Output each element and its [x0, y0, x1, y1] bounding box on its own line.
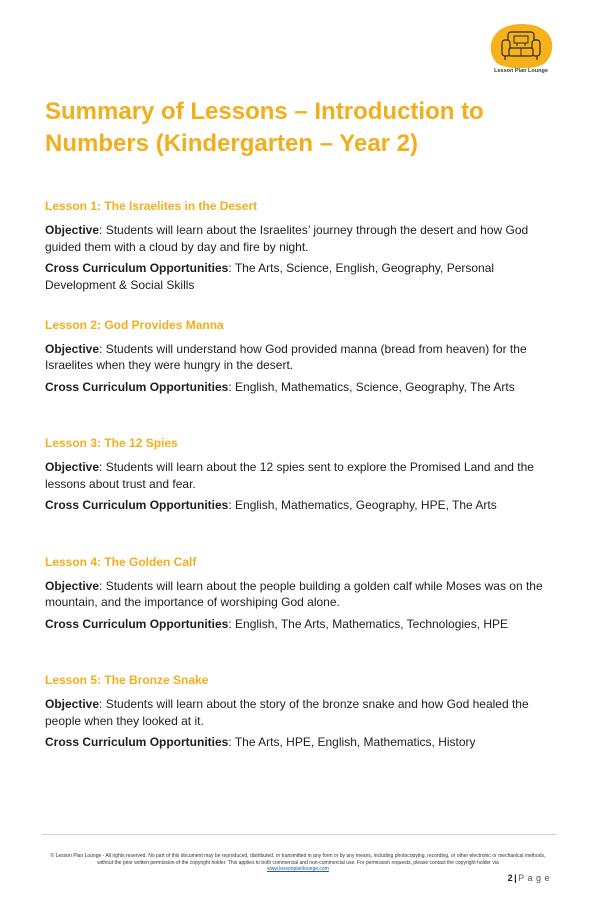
cross-curriculum-text: English, The Arts, Mathematics, Technologies, HPE — [235, 616, 509, 631]
lesson-title: Lesson 5: The Bronze Snake — [45, 673, 209, 687]
lesson-cross-curriculum: Cross Curriculum Opportunities: The Arts, HPE, English, Mathematics, History — [45, 735, 476, 749]
objective-text: Students will learn about the 12 spies sent to explore the Promised Land and the lessons about trust and fear. — [45, 460, 534, 491]
lesson-objective: Objective: Students will learn about the 12 spies sent to explore the Promised Land and the lessons about trust and fear. — [45, 460, 534, 491]
cross-curriculum-label: Cross Curriculum Opportunities — [45, 735, 229, 749]
cross-curriculum-label: Cross Curriculum Opportunities — [45, 498, 229, 512]
lesson-title: Lesson 3: The 12 Spies — [45, 436, 178, 450]
cross-curriculum-text: English, Mathematics, Geography, HPE, The Arts — [235, 498, 497, 512]
lesson-title: Lesson 1: The Israelites in the Desert — [45, 199, 258, 213]
page-number — [508, 873, 550, 883]
cross-curriculum-text: The Arts, HPE, English, Mathematics, History — [234, 735, 476, 749]
lesson-list — [45, 198, 555, 791]
objective-label: Objective — [45, 341, 100, 356]
cross-curriculum-label: Cross Curriculum Opportunities — [45, 616, 229, 631]
copyright-text: © Lesson Plan Lounge - All rights reserved. No part of this document may be reproduced, distributed, or transmitted in any form or by any means, including photocopying, recording, or other electronic or mechanical methods, without the prior written permission of the copyright holder. This applies to both commercial and non-commercial use. For permission requests, please contact the copyright holder via — [50, 853, 546, 866]
objective-text: Students will understand how God provided manna (bread from heaven) for the Israelites when they were hungry in the desert. — [45, 341, 527, 372]
lesson-item — [45, 198, 555, 317]
lesson-objective: Objective: Students will learn about the people building a golden calf while Moses was on the mountain, and the importance of worshiping God alone. — [45, 578, 543, 609]
logo-text: Lesson Plan Lounge — [494, 68, 548, 74]
objective-label: Objective — [45, 460, 100, 474]
lesson-objective: Objective: Students will learn about the story of the bronze snake and how God healed the people when they looked at it. — [45, 697, 529, 728]
footer-divider — [42, 834, 556, 835]
sofa-logo-icon — [486, 24, 556, 68]
objective-label: Objective — [45, 697, 100, 711]
cross-curriculum-label: Cross Curriculum Opportunities — [45, 261, 229, 275]
page-title: Summary of Lessons – Introduction to Numbers (Kindergarten – Year 2) — [45, 98, 484, 157]
cross-curriculum-label: Cross Curriculum Opportunities — [45, 379, 229, 394]
objective-text: Students will learn about the story of the bronze snake and how God healed the people when they looked at it. — [45, 697, 529, 728]
page-number-value: 2 — [507, 873, 514, 883]
lesson-cross-curriculum: Cross Curriculum Opportunities: English, Mathematics, Science, Geography, The Arts — [45, 379, 515, 394]
copyright-notice — [48, 853, 548, 873]
lesson-item — [45, 317, 555, 436]
lesson-item — [45, 672, 555, 791]
lesson-item — [45, 435, 555, 554]
cross-curriculum-text: English, Mathematics, Science, Geography, The Arts — [235, 379, 515, 394]
website-link[interactable]: www.lessonplanlounge.com — [267, 866, 329, 872]
objective-label: Objective — [45, 223, 100, 237]
lesson-objective: Objective: Students will understand how God provided manna (bread from heaven) for the Israelites when they were hungry in the desert. — [45, 341, 527, 372]
lesson-item — [45, 554, 555, 673]
cross-curriculum-text: The Arts, Science, English, Geography, Personal Development & Social Skills — [45, 261, 495, 292]
lesson-title: Lesson 2: God Provides Manna — [45, 317, 224, 332]
lesson-cross-curriculum: Cross Curriculum Opportunities: English, Mathematics, Geography, HPE, The Arts — [45, 498, 497, 512]
page-label: P a g e — [518, 873, 550, 883]
brand-logo — [481, 22, 561, 80]
lesson-title: Lesson 4: The Golden Calf — [45, 554, 197, 569]
page-separator: | — [514, 873, 518, 883]
lesson-objective: Objective: Students will learn about the Israelites’ journey through the desert and how God guided them with a cloud by day and fire by night. — [45, 223, 529, 254]
objective-text: Students will learn about the people building a golden calf while Moses was on the mountain, and the importance of worshiping God alone. — [45, 578, 543, 609]
lesson-cross-curriculum: Cross Curriculum Opportunities: The Arts, Science, English, Geography, Personal Development & Social Skills — [45, 261, 495, 292]
objective-text: Students will learn about the Israelites’ journey through the desert and how God guided them with a cloud by day and fire by night. — [45, 223, 529, 254]
lesson-cross-curriculum: Cross Curriculum Opportunities: English, The Arts, Mathematics, Technologies, HPE — [45, 616, 509, 631]
objective-label: Objective — [45, 578, 100, 593]
